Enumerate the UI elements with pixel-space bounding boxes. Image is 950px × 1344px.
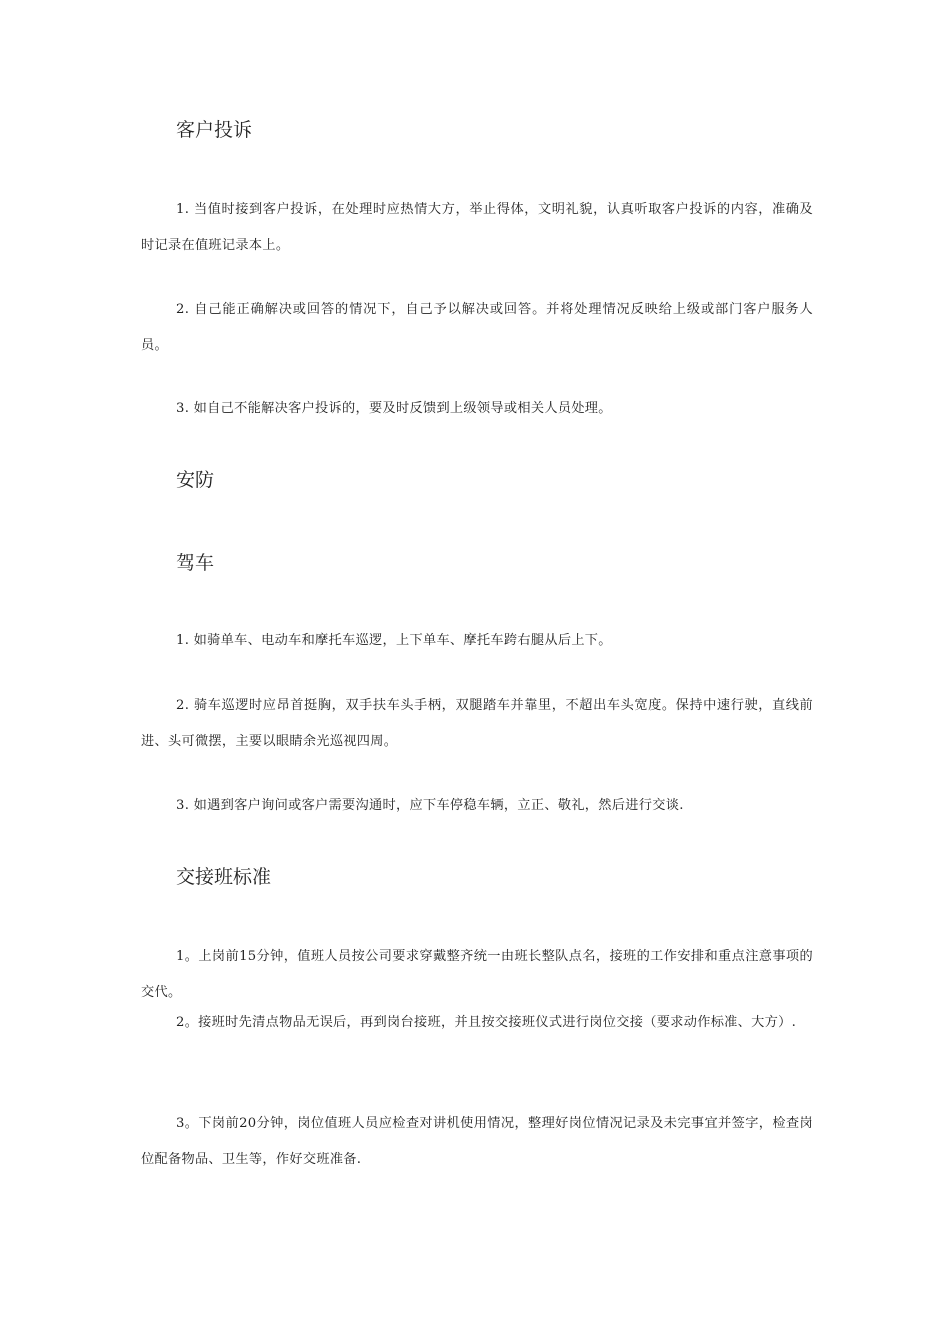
section-title-shift-handover: 交接班标准 bbox=[176, 866, 272, 888]
driving-item-1: 1. 如骑单车、电动车和摩托车巡逻，上下单车、摩托车跨右腿从后上下。 bbox=[176, 633, 612, 648]
complaints-item-3: 3. 如自己不能解决客户投诉的，要及时反馈到上级领导或相关人员处理。 bbox=[176, 401, 612, 416]
driving-item-2: 2. 骑车巡逻时应昂首挺胸，双手扶车头手柄，双腿踏车并靠里，不超出车头宽度。保持中速行驶，直线前进、头可微摆，主要以眼睛余光巡视四周。 bbox=[141, 698, 813, 749]
handover-item-2: 2。接班时先清点物品无误后，再到岗台接班，并且按交接班仪式进行岗位交接（要求动作标准、大方）. bbox=[176, 1015, 797, 1030]
handover-item-1: 1。上岗前15分钟，值班人员按公司要求穿戴整齐统一由班长整队点名，接班的工作安排和重点注意事项的交代。 bbox=[141, 949, 813, 1000]
section-title-driving: 驾车 bbox=[176, 552, 215, 574]
complaints-item-1: 1. 当值时接到客户投诉，在处理时应热情大方，举止得体，文明礼貌，认真听取客户投诉的内容，准确及时记录在值班记录本上。 bbox=[141, 202, 813, 253]
handover-item-3: 3。下岗前20分钟，岗位值班人员应检查对讲机使用情况，整理好岗位情况记录及未完事宜并签字，检查岗位配备物品、卫生等，作好交班准备. bbox=[141, 1116, 813, 1167]
driving-item-3: 3. 如遇到客户询问或客户需要沟通时，应下车停稳车辆，立正、敬礼，然后进行交谈. bbox=[176, 798, 684, 813]
section-title-complaints: 客户投诉 bbox=[176, 119, 253, 141]
section-title-security: 安防 bbox=[176, 469, 215, 491]
complaints-item-2: 2. 自己能正确解决或回答的情况下，自己予以解决或回答。并将处理情况反映给上级或部门客户服务人员。 bbox=[141, 302, 813, 353]
